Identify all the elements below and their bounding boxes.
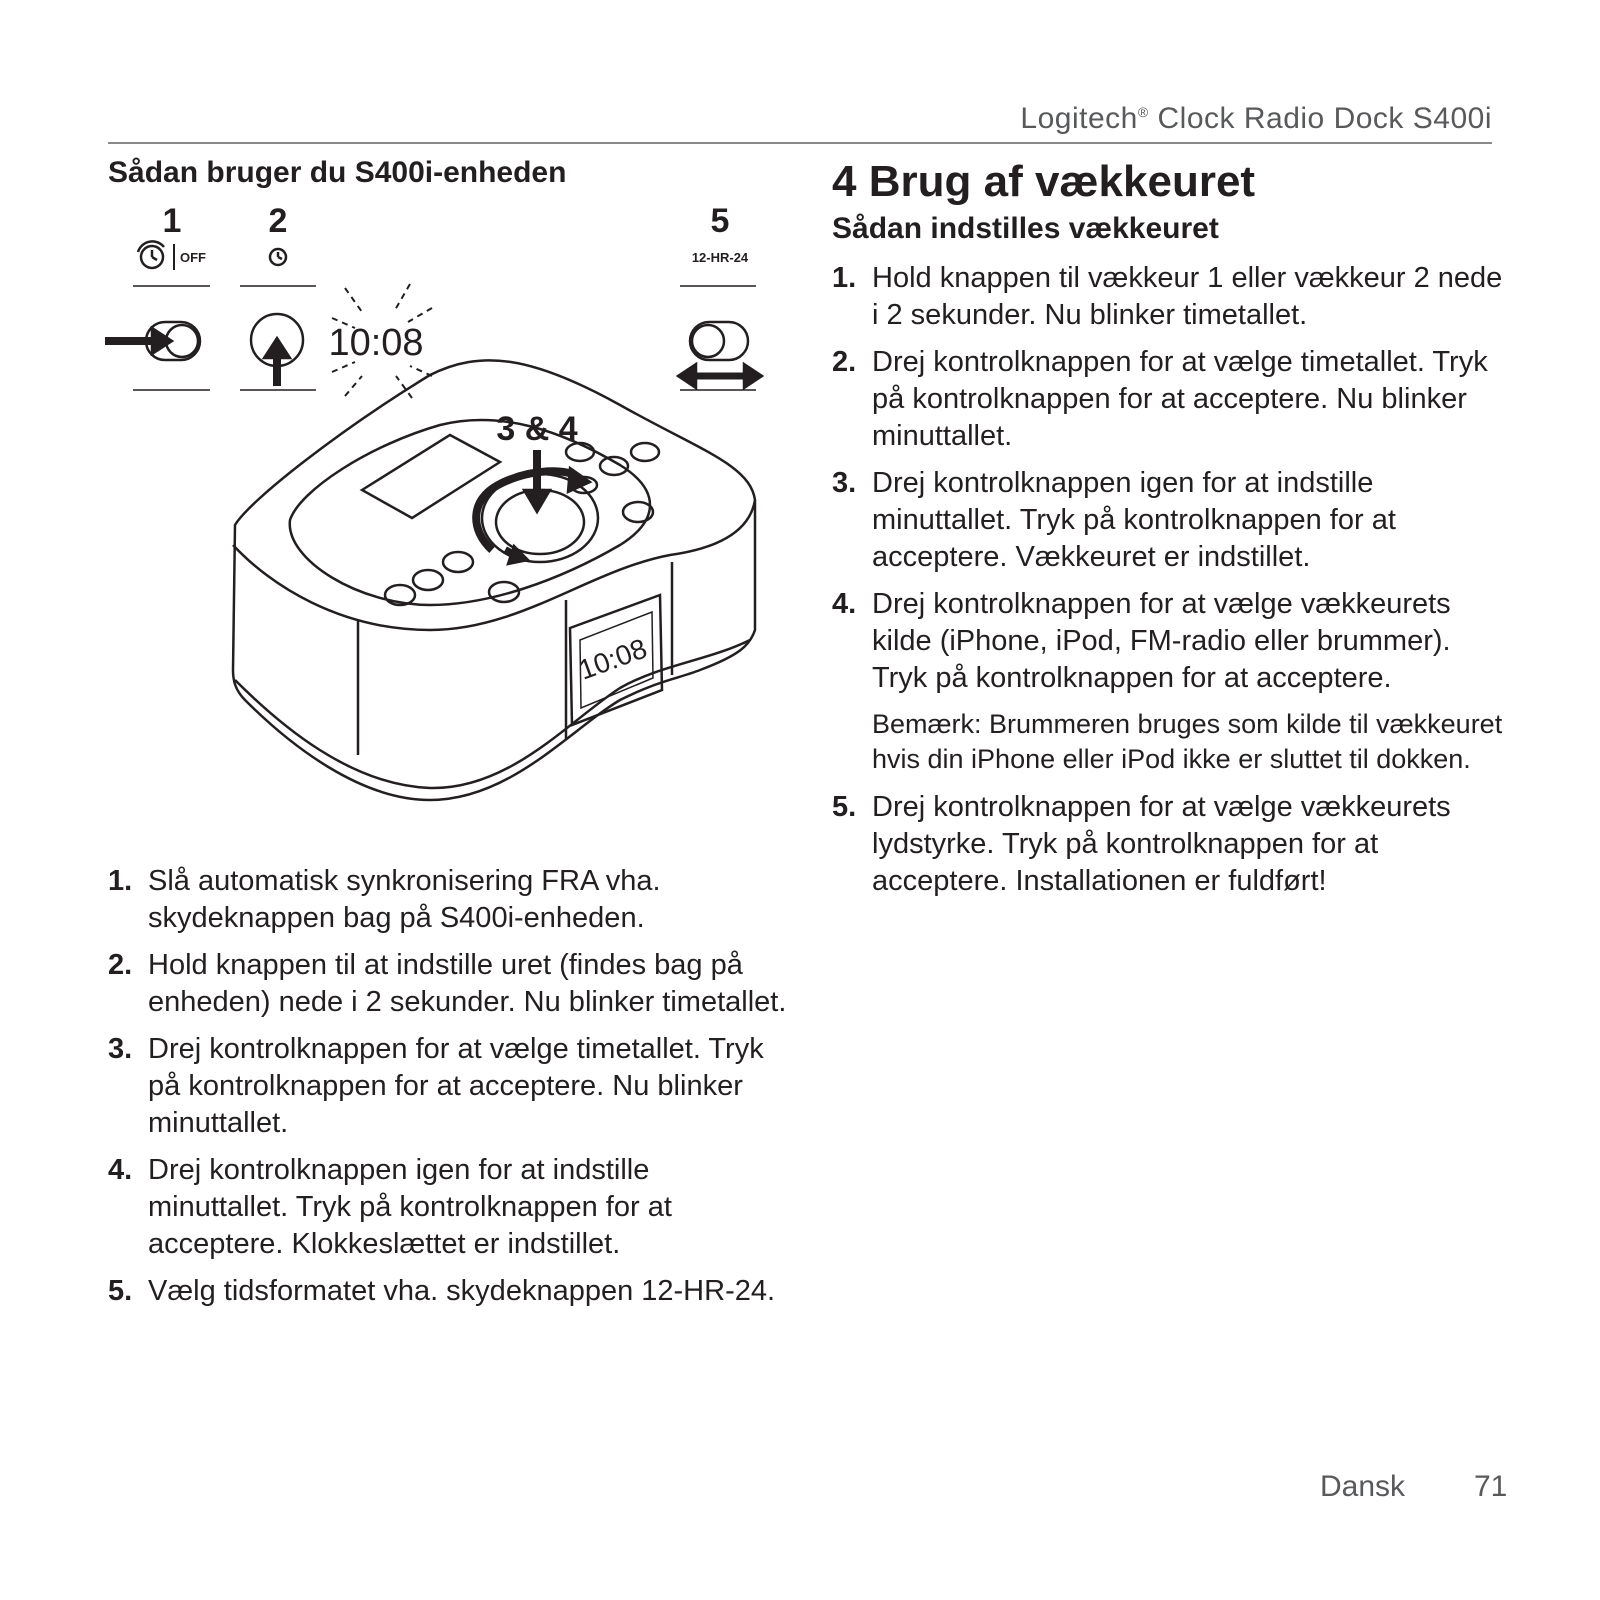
step-number: 1. [108,865,133,897]
list-item [832,465,1512,576]
list-item [108,1273,788,1310]
sync-clock-icon [138,241,164,268]
figure-label-2: 2 [268,202,288,240]
list-item [832,344,1512,455]
list-item [832,260,1512,334]
section-title [832,154,1512,210]
step-number: 2. [832,346,857,378]
right-column [832,154,1512,910]
right-steps-list-cont [832,789,1512,900]
list-item [108,863,788,937]
list-item [108,1031,788,1142]
section-title-text: Brug af vækkeuret [868,157,1256,206]
figure-front-display: 10:08 [574,632,651,686]
figure-label-1: 1 [162,202,182,240]
step-number: 1. [832,262,857,294]
step-number: 4. [832,588,857,620]
double-arrow-icon [678,364,762,388]
step-text: Slå automatisk synkronisering FRA vha. skydeknappen bag på S400i-enheden. [148,865,661,934]
header-product: Logitech [1020,102,1138,135]
figure-label-12hr24: 12-HR-24 [691,250,749,265]
step-text: Drej kontrolknappen for at vælge timetallet. Tryk på kontrolknappen for at acceptere. Nu blinker minuttallet. [872,346,1488,452]
section-number: 4 [832,157,857,206]
running-header [1020,102,1492,136]
device-illustration [100,200,800,840]
step-number: 5. [108,1275,133,1307]
press-arrow-icon [524,450,550,512]
arrow-right-icon [105,328,172,354]
figure-label-3and4: 3 & 4 [496,410,578,448]
step-number: 2. [108,949,133,981]
figure-display-time: 10:08 [328,322,424,364]
right-steps-list [832,260,1512,697]
step-number: 3. [832,467,857,499]
step-number: 4. [108,1154,133,1186]
step-text: Drej kontrolknappen igen for at indstille minuttallet. Tryk på kontrolknappen for at acceptere. Klokkeslættet er indstillet. [148,1154,672,1260]
step-text: Drej kontrolknappen igen for at indstille minuttallet. Tryk på kontrolknappen for at acceptere. Vækkeuret er indstillet. [872,467,1396,573]
step-text: Drej kontrolknappen for at vælge vækkeurets lydstyrke. Tryk på kontrolknappen for at acceptere. Installationen er fuldført! [872,791,1451,897]
page-number: 71 [1474,1470,1508,1503]
step-text: Drej kontrolknappen for at vælge timetallet. Tryk på kontrolknappen for at acceptere. Nu blinker minuttallet. [148,1033,764,1139]
step-text: Drej kontrolknappen for at vælge vækkeurets kilde (iPhone, iPod, FM-radio eller brummer). Tryk på kontrolknappen for at acceptere. [872,588,1451,694]
registered-mark: ® [1137,104,1149,120]
header-divider [108,142,1492,144]
note-text: Bemærk: Brummeren bruges som kilde til vækkeuret hvis din iPhone eller iPod ikke er sluttet til dokken. [872,709,1503,774]
step-number: 5. [832,791,857,823]
clock-icon [270,249,286,265]
left-heading: Sådan bruger du S400i-enheden [108,156,567,189]
arrow-up-icon [264,338,290,386]
figure-label-5: 5 [710,202,730,240]
step-number: 3. [108,1033,133,1065]
header-model: Clock Radio Dock S400i [1148,102,1492,135]
left-steps-list [108,863,788,1320]
list-item [832,586,1512,697]
list-item [108,947,788,1021]
footer-language: Dansk [1320,1470,1406,1503]
figure-label-off: OFF [180,250,206,265]
step-text: Hold knappen til vækkeur 1 eller vækkeur 2 nede i 2 sekunder. Nu blinker timetallet. [872,262,1503,331]
step-text: Hold knappen til at indstille uret (findes bag på enheden) nede i 2 sekunder. Nu blinker timetallet. [148,949,787,1018]
step-text: Vælg tidsformatet vha. skydeknappen 12-HR-24. [148,1275,776,1307]
list-item [108,1152,788,1263]
sub-heading: Sådan indstilles vækkeuret [832,212,1219,245]
list-item [832,789,1512,900]
